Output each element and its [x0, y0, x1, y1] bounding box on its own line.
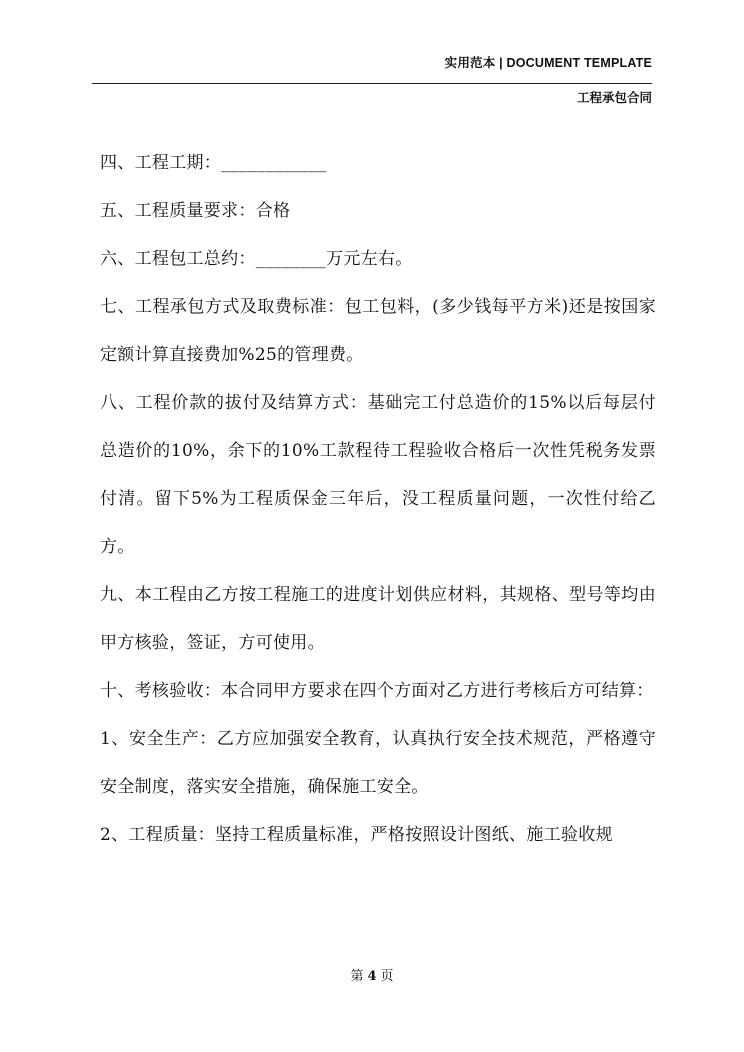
clause-5-quality: 五、工程质量要求：合格	[100, 201, 291, 221]
page-number: 4	[367, 969, 377, 984]
header-subtitle: 工程承包合同	[576, 91, 652, 105]
clause-4-duration: 四、工程工期：____________	[100, 153, 327, 173]
item-1-safety: 1、安全生产：乙方应加强安全教育，认真执行安全技术规范，严格遵守安全制度，落实安全措施，确保施工安全。	[100, 729, 656, 797]
page-prefix: 第	[350, 969, 364, 984]
page-suffix: 页	[380, 969, 394, 984]
clause-10-acceptance: 十、考核验收：本合同甲方要求在四个方面对乙方进行考核后方可结算：	[100, 681, 654, 701]
clause-6-total: 六、工程包工总约：________万元左右。	[100, 249, 413, 269]
item-2-quality: 2、工程质量：坚持工程质量标准，严格按照设计图纸、施工验收规	[100, 825, 613, 845]
page-footer	[0, 965, 744, 984]
document-body	[100, 139, 656, 859]
clause-7-method: 七、工程承包方式及取费标准：包工包料，(多少钱每平方米)还是按国家定额计算直接费加%25的管理费。	[100, 297, 656, 365]
clause-9-materials: 九、本工程由乙方按工程施工的进度计划供应材料，其规格、型号等均由甲方核验，签证，方可使用。	[100, 585, 656, 653]
header-title: 实用范本 | DOCUMENT TEMPLATE	[444, 56, 652, 70]
header-divider	[92, 83, 652, 84]
clause-8-payment: 八、工程价款的拔付及结算方式：基础完工付总造价的15%以后每层付总造价的10%，余下的10%工款程待工程验收合格后一次性凭税务发票付清。留下5%为工程质保金三年后，没工程质量问题，一次性付给乙方。	[100, 393, 656, 557]
